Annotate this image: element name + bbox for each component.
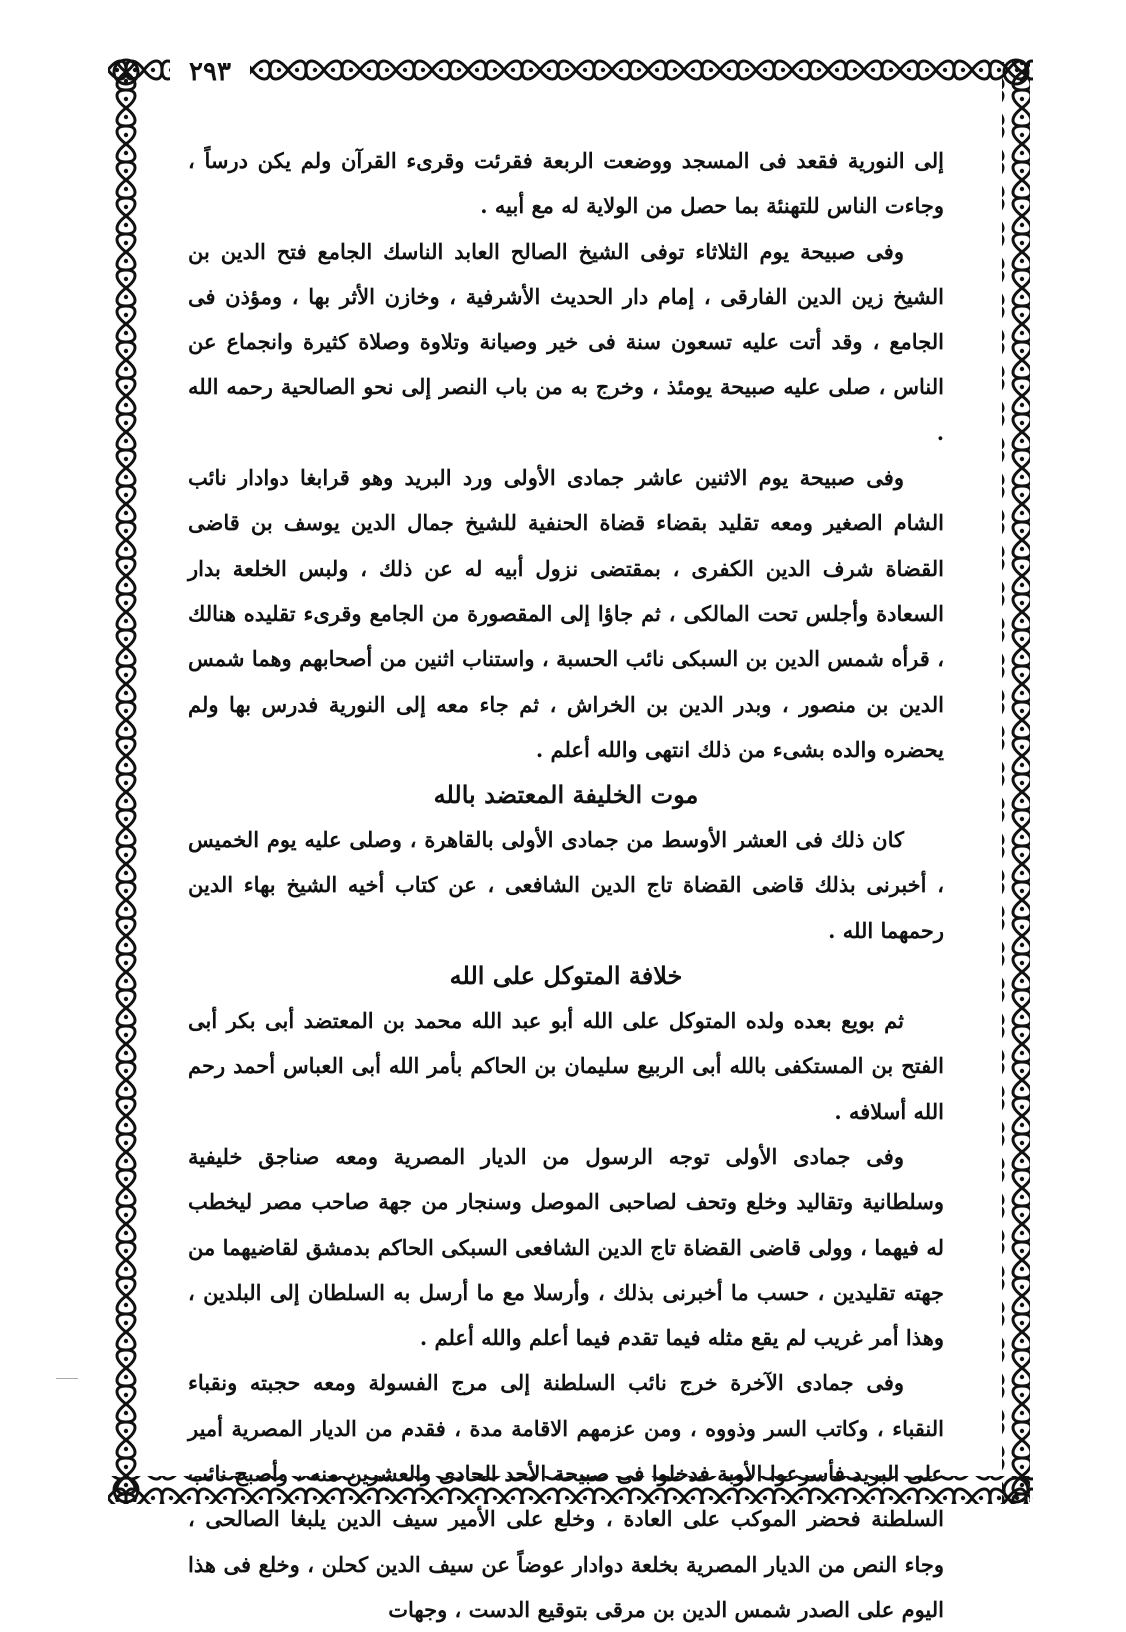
paragraph: وفى جمادى الأولى توجه الرسول من الديار المصرية ومعه صناجق خليفية وسلطانية وتقاليد وخلع وتحف لصاحبى الموصل وسنجار من جهة صاحب مصر ليخطب له فيهما ، وولى قاضى القضاة تاج الدين الشافعى السبكى الحاكم بدمشق لقاضيهما من جهته تقليدين ، حسب ما أخبرنى بذلك ، وأرسلا مع ما أرسل به السلطان إلى البلدين ، وهذا أمر غريب لم يقع مثله فيما تقدم فيما أعلم والله أعلم .: [188, 1143, 944, 1351]
section-heading: خلافة المتوكل على الله: [449, 961, 683, 991]
page-number: ٢٩٣: [170, 52, 250, 92]
margin-mark: [56, 1378, 78, 1379]
paragraph: وفى صبيحة يوم الثلاثاء توفى الشيخ الصالح العابد الناسك الجامع فتح الدين بن الشيخ زين الدين الفارقى ، إمام دار الحديث الأشرفية ، وخازن الأثر بها ، ومؤذن فى الجامع ، وقد أتت عليه تسعون سنة فى خير وصيانة وتلاوة وصلاة كثيرة وانجماع عن الناس ، صلى عليه صبيحة يومئذ ، وخرج به من باب النصر إلى نحو الصالحية رحمه الله .: [188, 238, 944, 445]
paragraph: وفى صبيحة يوم الاثنين عاشر جمادى الأولى ورد البريد وهو قرابغا دوادار نائب الشام الصغير ومعه تقليد بقضاء قضاة الحنفية للشيخ جمال الدين يوسف بن قاضى القضاة شرف الدين الكفرى ، بمقتضى نزول أبيه له عن ذلك ، ولبس الخلعة بدار السعادة وأجلس تحت المالكى ، ثم جاؤا إلى المقصورة من الجامع وقرىء تقليده هنالك ، قرأه شمس الدين بن السبكى نائب الحسبة ، واستناب اثنين من أصحابهم وهما شمس الدين بن منصور ، وبدر الدين بن الخراش ، ثم جاء معه إلى النورية فدرس بها ولم يحضره والده بشىء من ذلك انتهى والله أعلم .: [188, 465, 944, 762]
paragraph: ثم بويع بعده ولده المتوكل على الله أبو عبد الله محمد بن المعتضد أبى بكر أبى الفتح بن المستكفى بالله أبى الربيع سليمان بن الحاكم بأمر الله أبى العباس أحمد رحم الله أسلافه .: [188, 1008, 944, 1124]
paragraph: كان ذلك فى العشر الأوسط من جمادى الأولى بالقاهرة ، وصلى عليه يوم الخميس ، أخبرنى بذلك قاضى القضاة تاج الدين الشافعى ، عن كتاب أخيه الشيخ بهاء الدين رحمهما الله .: [188, 827, 944, 943]
paragraph: إلى النورية فقعد فى المسجد ووضعت الربعة فقرئت وقرىء القرآن ولم يكن درساً ، وجاءت الناس للتهنئة بما حصل من الولاية له مع أبيه .: [188, 148, 944, 219]
section-heading: موت الخليفة المعتضد بالله: [433, 780, 699, 810]
page-text: [188, 138, 944, 1632]
paragraph: وفى جمادى الآخرة خرج نائب السلطنة إلى مرج الفسولة ومعه حجبته ونقباء النقباء ، وكاتب السر وذووه ، ومن عزمهم الاقامة مدة ، فقدم من الديار المصرية أمير على البريد فأسرعوا الأوبة فدخلوا فى صبيحة الأحد الحادى والعشرين منه ، وأصبح نائب السلطنة فحضر الموكب على العادة ، وخلع على الأمير سيف الدين يلبغا الصالحى ، وجاء النص من الديار المصرية بخلعة دوادار عوضاً عن سيف الدين كحلن ، وخلع فى هذا اليوم على الصدر شمس الدين بن مرقى بتوقيع الدست ، وجهات: [188, 1370, 944, 1622]
